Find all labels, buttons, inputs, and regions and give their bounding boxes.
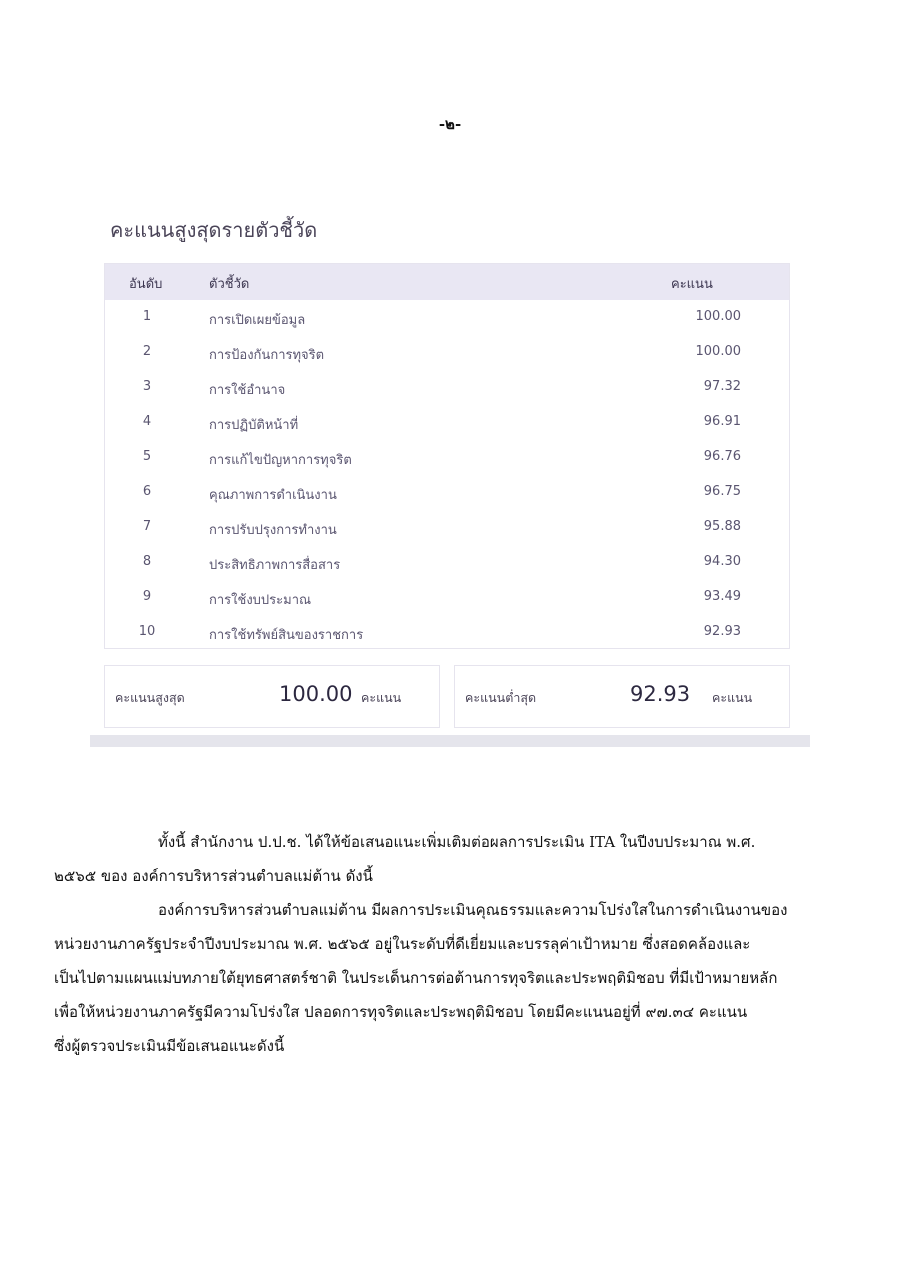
table-row: [105, 545, 789, 580]
min-score-value: 92.93: [630, 682, 691, 706]
table-row: [105, 615, 789, 650]
indicator-score-table: [104, 263, 790, 649]
row-indicator: การใช้งบประมาณ: [209, 593, 312, 608]
row-rank: 10: [138, 624, 156, 639]
paragraph-line: ๒๕๖๕ ของ องค์การบริหารส่วนตำบลแม่ต้าน ดังนี้: [54, 867, 373, 885]
max-score-box: [104, 665, 440, 728]
row-indicator: การปรับปรุงการทำงาน: [209, 523, 337, 538]
table-row: [105, 440, 789, 475]
row-score: 100.00: [695, 344, 741, 359]
max-score-unit: คะแนน: [361, 690, 402, 705]
row-score: 100.00: [695, 309, 741, 324]
table-header: [105, 264, 789, 300]
row-indicator: การปฏิบัติหน้าที่: [209, 418, 299, 433]
row-indicator: ประสิทธิภาพการสื่อสาร: [209, 558, 341, 573]
row-indicator: การแก้ไขปัญหาการทุจริต: [209, 453, 352, 468]
header-indicator: ตัวชี้วัด: [209, 277, 250, 292]
row-score: 92.93: [703, 624, 741, 639]
row-rank: 7: [142, 519, 152, 534]
table-row: [105, 405, 789, 440]
table-row: [105, 335, 789, 370]
table-row: [105, 510, 789, 545]
paragraph-line: เป็นไปตามแผนแม่บทภายใต้ยุทธศาสตร์ชาติ ในประเด็นการต่อต้านการทุจริตและประพฤติมิชอบ ที่มีเป้าหมายหลัก: [54, 969, 778, 987]
paragraph-line: องค์การบริหารส่วนตำบลแม่ต้าน มีผลการประเมินคุณธรรมและความโปร่งใสในการดำเนินงานของ: [158, 901, 788, 919]
row-score: 97.32: [703, 379, 741, 394]
max-score-value: 100.00: [279, 682, 353, 706]
paragraph-assessment: [54, 893, 849, 1063]
row-indicator: การใช้ทรัพย์สินของราชการ: [209, 628, 364, 643]
table-row: [105, 580, 789, 615]
max-score-label: คะแนนสูงสุด: [115, 690, 185, 705]
table-row: [105, 370, 789, 405]
header-score: คะแนน: [671, 277, 713, 292]
table-row: [105, 475, 789, 510]
row-rank: 3: [142, 379, 152, 394]
row-score: 96.91: [703, 414, 741, 429]
row-score: 95.88: [703, 519, 741, 534]
row-rank: 6: [142, 484, 152, 499]
row-score: 96.76: [703, 449, 741, 464]
section-title: คะแนนสูงสุดรายตัวชี้วัด: [110, 218, 318, 242]
row-indicator: การป้องกันการทุจริต: [209, 348, 325, 363]
min-score-box: [454, 665, 790, 728]
row-rank: 2: [142, 344, 152, 359]
row-score: 96.75: [703, 484, 741, 499]
card-bottom-divider: [90, 735, 810, 747]
paragraph-line: ซึ่งผู้ตรวจประเมินมีข้อเสนอแนะดังนี้: [54, 1037, 285, 1055]
row-rank: 5: [142, 449, 152, 464]
paragraph-line: เพื่อให้หน่วยงานภาครัฐมีความโปร่งใส ปลอดการทุจริตและประพฤติมิชอบ โดยมีคะแนนอยู่ที่ ๙๗.๓๔ คะแนน: [54, 1003, 748, 1021]
row-rank: 4: [142, 414, 152, 429]
paragraph-line: ทั้งนี้ สำนักงาน ป.ป.ช. ได้ให้ข้อเสนอแนะเพิ่มเติมต่อผลการประเมิน ITA ในปีงบประมาณ พ.ศ.: [158, 833, 756, 851]
row-rank: 1: [142, 309, 152, 324]
header-rank: อันดับ: [129, 277, 163, 292]
page-number: -๒-: [438, 115, 462, 133]
min-score-unit: คะแนน: [712, 690, 753, 705]
table-row: [105, 300, 789, 335]
row-indicator: การใช้อำนาจ: [209, 383, 286, 398]
paragraph-line: หน่วยงานภาครัฐประจำปีงบประมาณ พ.ศ. ๒๕๖๕ อยู่ในระดับที่ดีเยี่ยมและบรรลุค่าเป้าหมาย ซึ่งสอดคล้องและ: [54, 935, 751, 953]
row-rank: 9: [142, 589, 152, 604]
row-indicator: การเปิดเผยข้อมูล: [209, 313, 306, 328]
row-indicator: คุณภาพการดำเนินงาน: [209, 488, 337, 503]
table-body: [105, 300, 789, 650]
row-score: 93.49: [703, 589, 741, 604]
min-score-label: คะแนนต่ำสุด: [465, 690, 537, 705]
row-score: 94.30: [703, 554, 741, 569]
row-rank: 8: [142, 554, 152, 569]
paragraph-intro: [54, 825, 849, 893]
